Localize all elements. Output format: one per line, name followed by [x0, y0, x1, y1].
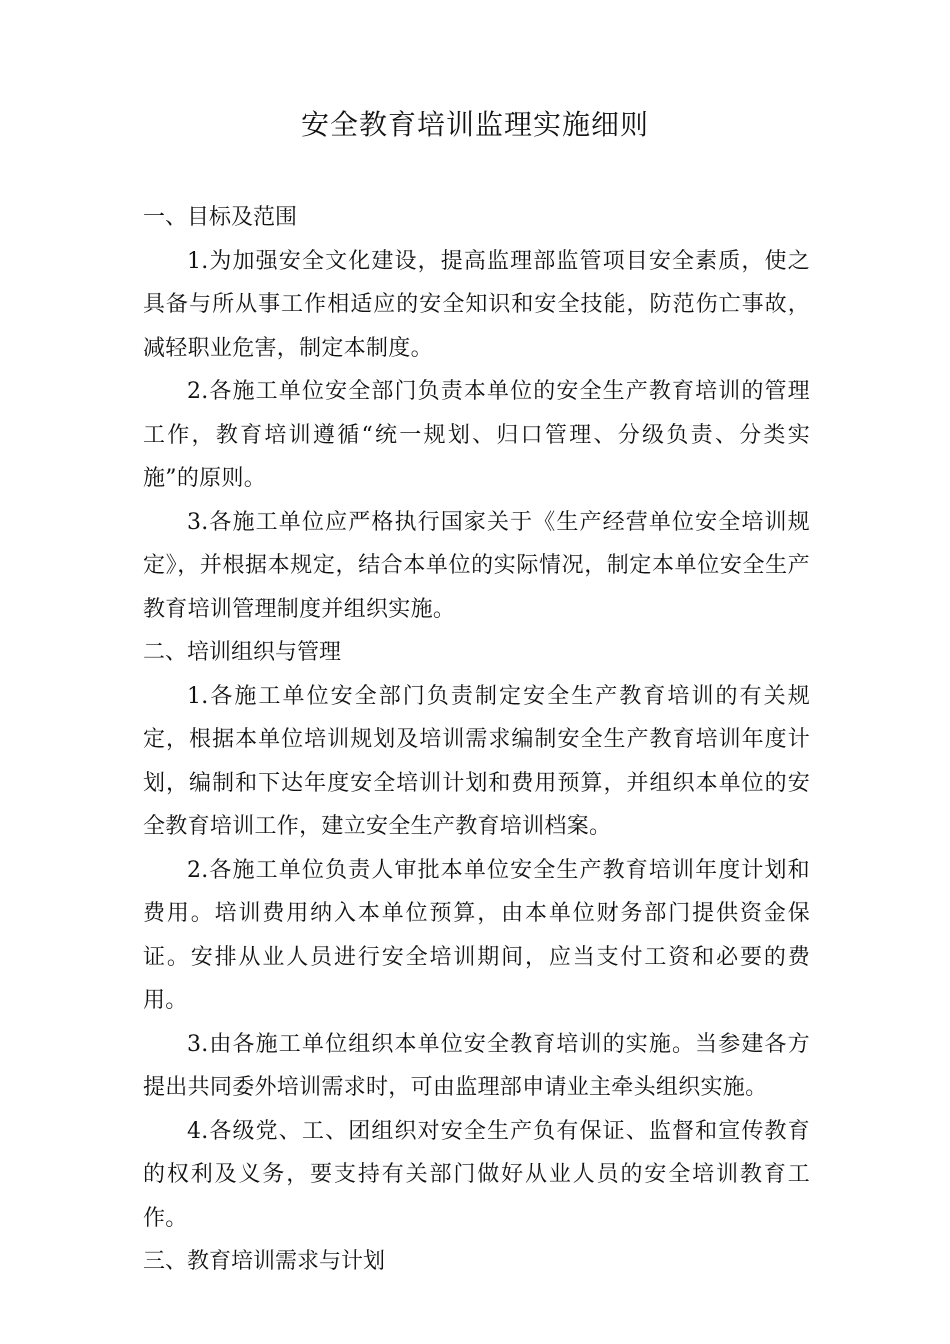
paragraph: 1.为加强安全文化建设，提高监理部监管项目安全素质，使之具备与所从事工作相适应的安全知识和安全技能，防范伤亡事故，减轻职业危害，制定本制度。: [143, 248, 810, 361]
document-title: 安全教育培训监理实施细则: [300, 108, 649, 141]
section-heading: 三、教育培训需求与计划: [143, 1249, 386, 1274]
paragraph: 1.各施工单位安全部门负责制定安全生产教育培训的有关规定，根据本单位培训规划及培训需求编制安全生产教育培训年度计划，编制和下达年度安全培训计划和费用预算，并组织本单位的安全教育培训工作，建立安全生产教育培训档案。: [143, 683, 810, 839]
section-heading: 一、目标及范围: [143, 205, 298, 230]
section-3: [143, 1240, 810, 1284]
paragraph: 4.各级党、工、团组织对安全生产负有保证、监督和宣传教育的权利及义务，要支持有关部门做好从业人员的安全培训教育工作。: [143, 1118, 810, 1231]
paragraph: 3.由各施工单位组织本单位安全教育培训的实施。当参建各方提出共同委外培训需求时，可由监理部申请业主牵头组织实施。: [143, 1031, 810, 1100]
section-1: [143, 196, 810, 631]
section-2: [143, 631, 810, 1240]
section-heading: 二、培训组织与管理: [143, 640, 342, 665]
paragraph: 2.各施工单位安全部门负责本单位的安全生产教育培训的管理工作，教育培训遵循“统一规划、归口管理、分级负责、分类实施”的原则。: [143, 379, 810, 491]
paragraph: 3.各施工单位应严格执行国家关于《生产经营单位安全培训规定》，并根据本规定，结合本单位的实际情况，制定本单位安全生产教育培训管理制度并组织实施。: [143, 509, 810, 622]
document-body: [143, 196, 810, 1284]
paragraph: 2.各施工单位负责人审批本单位安全生产教育培训年度计划和费用。培训费用纳入本单位预算，由本单位财务部门提供资金保证。安排从业人员进行安全培训期间，应当支付工资和必要的费用。: [143, 857, 810, 1013]
